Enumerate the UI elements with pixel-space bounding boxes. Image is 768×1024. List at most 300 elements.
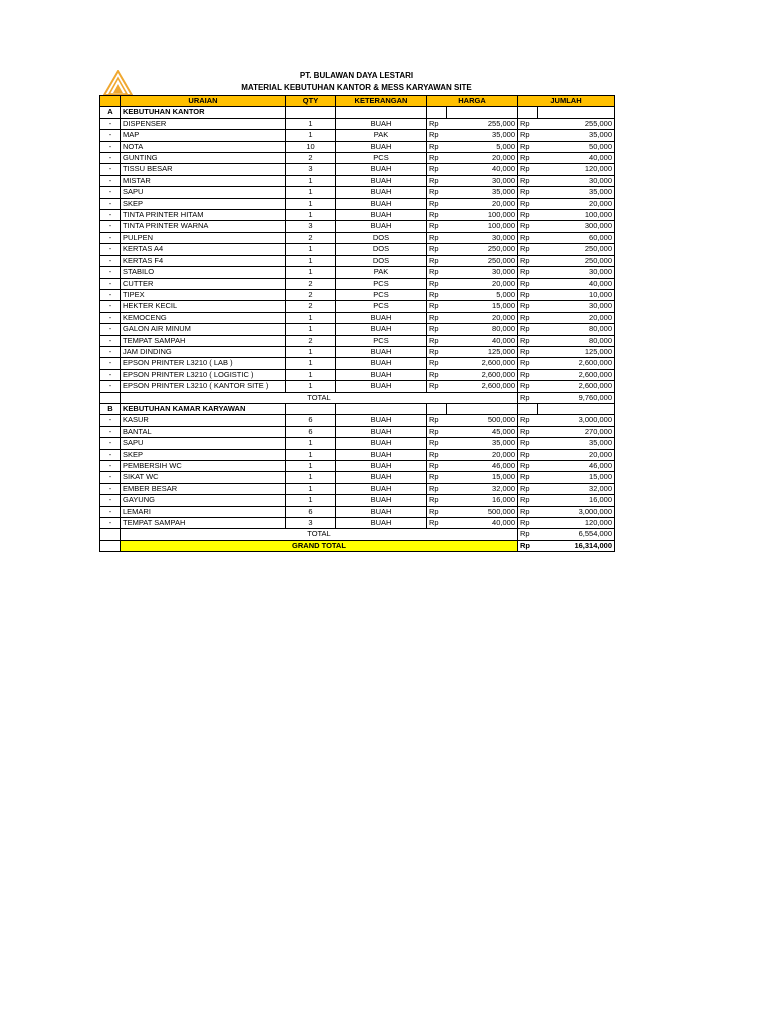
section-header-row	[100, 107, 615, 118]
section-total-value: 9,760,000	[538, 392, 615, 403]
item-total: 35,000	[538, 130, 615, 141]
item-name: SAPU	[121, 438, 286, 449]
row-marker: -	[100, 175, 121, 186]
item-name: TINTA PRINTER WARNA	[121, 221, 286, 232]
item-qty: 1	[286, 438, 336, 449]
table-row	[100, 141, 615, 152]
table-row	[100, 175, 615, 186]
item-name: LEMARI	[121, 506, 286, 517]
header-keterangan: KETERANGAN	[336, 96, 427, 107]
total-currency: Rp	[518, 392, 538, 403]
item-qty: 1	[286, 130, 336, 141]
row-marker: -	[100, 495, 121, 506]
item-unit: DOS	[336, 244, 427, 255]
item-qty: 2	[286, 232, 336, 243]
item-total: 40,000	[538, 278, 615, 289]
table-row	[100, 506, 615, 517]
row-marker: -	[100, 278, 121, 289]
item-unit: DOS	[336, 255, 427, 266]
item-unit: BUAH	[336, 210, 427, 221]
item-name: EPSON PRINTER L3210 ( LOGISTIC )	[121, 369, 286, 380]
row-marker: -	[100, 369, 121, 380]
item-total: 20,000	[538, 312, 615, 323]
item-price: 2,600,000	[447, 369, 518, 380]
total-currency: Rp	[518, 278, 538, 289]
item-name: PULPEN	[121, 232, 286, 243]
item-qty: 2	[286, 278, 336, 289]
row-marker: -	[100, 244, 121, 255]
total-currency: Rp	[518, 175, 538, 186]
total-currency: Rp	[518, 187, 538, 198]
item-qty: 2	[286, 301, 336, 312]
item-price: 5,000	[447, 141, 518, 152]
section-title: KEBUTUHAN KAMAR KARYAWAN	[121, 403, 286, 414]
total-currency: Rp	[518, 369, 538, 380]
item-total: 35,000	[538, 438, 615, 449]
row-marker: -	[100, 164, 121, 175]
empty-cell	[518, 403, 538, 414]
item-unit: BUAH	[336, 472, 427, 483]
item-qty: 10	[286, 141, 336, 152]
price-currency: Rp	[427, 232, 447, 243]
item-unit: BUAH	[336, 187, 427, 198]
item-unit: BUAH	[336, 369, 427, 380]
table-row	[100, 232, 615, 243]
total-currency: Rp	[518, 438, 538, 449]
empty-cell	[427, 107, 447, 118]
section-total-row	[100, 529, 615, 540]
total-currency: Rp	[518, 232, 538, 243]
empty-cell	[447, 107, 518, 118]
row-marker: -	[100, 153, 121, 164]
price-currency: Rp	[427, 358, 447, 369]
total-currency: Rp	[518, 210, 538, 221]
item-qty: 1	[286, 472, 336, 483]
item-unit: BUAH	[336, 438, 427, 449]
item-total: 10,000	[538, 289, 615, 300]
item-price: 35,000	[447, 130, 518, 141]
row-marker: -	[100, 449, 121, 460]
item-qty: 1	[286, 175, 336, 186]
price-currency: Rp	[427, 426, 447, 437]
total-currency: Rp	[518, 506, 538, 517]
item-total: 35,000	[538, 187, 615, 198]
table-row	[100, 495, 615, 506]
price-currency: Rp	[427, 255, 447, 266]
item-name: MISTAR	[121, 175, 286, 186]
total-currency: Rp	[518, 130, 538, 141]
total-currency: Rp	[518, 346, 538, 357]
item-name: SKEP	[121, 198, 286, 209]
price-currency: Rp	[427, 210, 447, 221]
row-marker: -	[100, 187, 121, 198]
item-name: EMBER BESAR	[121, 483, 286, 494]
price-currency: Rp	[427, 244, 447, 255]
item-total: 2,600,000	[538, 358, 615, 369]
item-unit: BUAH	[336, 518, 427, 529]
total-currency: Rp	[518, 540, 538, 551]
item-total: 20,000	[538, 449, 615, 460]
empty-cell	[336, 403, 427, 414]
item-name: BANTAL	[121, 426, 286, 437]
item-total: 125,000	[538, 346, 615, 357]
item-unit: PAK	[336, 267, 427, 278]
item-total: 2,600,000	[538, 369, 615, 380]
section-header-row	[100, 403, 615, 414]
item-qty: 1	[286, 255, 336, 266]
empty-cell	[336, 107, 427, 118]
item-total: 60,000	[538, 232, 615, 243]
section-total-label: TOTAL	[121, 392, 518, 403]
item-name: TIPEX	[121, 289, 286, 300]
item-unit: PAK	[336, 130, 427, 141]
item-unit: BUAH	[336, 495, 427, 506]
row-marker: -	[100, 232, 121, 243]
item-price: 40,000	[447, 164, 518, 175]
item-unit: BUAH	[336, 381, 427, 392]
price-currency: Rp	[427, 483, 447, 494]
table-row	[100, 187, 615, 198]
item-name: CUTTER	[121, 278, 286, 289]
price-currency: Rp	[427, 346, 447, 357]
empty-cell	[518, 107, 538, 118]
item-total: 80,000	[538, 324, 615, 335]
item-name: TEMPAT SAMPAH	[121, 518, 286, 529]
item-name: MAP	[121, 130, 286, 141]
item-total: 16,000	[538, 495, 615, 506]
row-marker: -	[100, 472, 121, 483]
item-name: TEMPAT SAMPAH	[121, 335, 286, 346]
item-price: 35,000	[447, 438, 518, 449]
item-unit: BUAH	[336, 118, 427, 129]
empty-cell	[100, 392, 121, 403]
table-row	[100, 289, 615, 300]
item-qty: 1	[286, 324, 336, 335]
table-row	[100, 426, 615, 437]
price-currency: Rp	[427, 153, 447, 164]
item-qty: 6	[286, 415, 336, 426]
total-currency: Rp	[518, 415, 538, 426]
item-qty: 1	[286, 369, 336, 380]
total-currency: Rp	[518, 495, 538, 506]
row-marker: -	[100, 301, 121, 312]
section-total-row	[100, 392, 615, 403]
price-currency: Rp	[427, 312, 447, 323]
item-total: 255,000	[538, 118, 615, 129]
header-no	[100, 96, 121, 107]
item-qty: 3	[286, 518, 336, 529]
total-currency: Rp	[518, 358, 538, 369]
table-row	[100, 118, 615, 129]
document-title: MATERIAL KEBUTUHAN KANTOR & MESS KARYAWAN SITE	[241, 83, 472, 92]
item-price: 15,000	[447, 472, 518, 483]
table-row	[100, 130, 615, 141]
item-unit: BUAH	[336, 198, 427, 209]
item-price: 250,000	[447, 244, 518, 255]
row-marker: -	[100, 358, 121, 369]
item-unit: BUAH	[336, 461, 427, 472]
item-name: KEMOCENG	[121, 312, 286, 323]
table-row	[100, 324, 615, 335]
item-unit: BUAH	[336, 221, 427, 232]
item-qty: 1	[286, 358, 336, 369]
item-price: 20,000	[447, 312, 518, 323]
item-price: 125,000	[447, 346, 518, 357]
item-name: TINTA PRINTER HITAM	[121, 210, 286, 221]
item-price: 32,000	[447, 483, 518, 494]
item-price: 40,000	[447, 335, 518, 346]
table-row	[100, 472, 615, 483]
item-qty: 3	[286, 221, 336, 232]
item-qty: 2	[286, 153, 336, 164]
item-unit: BUAH	[336, 426, 427, 437]
total-currency: Rp	[518, 381, 538, 392]
material-table	[99, 95, 615, 552]
company-name: PT. BULAWAN DAYA LESTARI	[299, 71, 414, 80]
item-total: 120,000	[538, 518, 615, 529]
grand-total-label: GRAND TOTAL	[121, 540, 518, 551]
item-price: 100,000	[447, 221, 518, 232]
empty-cell	[100, 540, 121, 551]
price-currency: Rp	[427, 324, 447, 335]
item-qty: 2	[286, 289, 336, 300]
item-total: 300,000	[538, 221, 615, 232]
row-marker: -	[100, 335, 121, 346]
table-row	[100, 164, 615, 175]
item-qty: 3	[286, 164, 336, 175]
price-currency: Rp	[427, 141, 447, 152]
item-price: 20,000	[447, 198, 518, 209]
item-name: GUNTING	[121, 153, 286, 164]
total-currency: Rp	[518, 472, 538, 483]
item-name: EPSON PRINTER L3210 ( LAB )	[121, 358, 286, 369]
item-name: GALON AIR MINUM	[121, 324, 286, 335]
item-total: 250,000	[538, 244, 615, 255]
item-name: PEMBERSIH WC	[121, 461, 286, 472]
price-currency: Rp	[427, 198, 447, 209]
item-qty: 1	[286, 346, 336, 357]
row-marker: -	[100, 346, 121, 357]
item-total: 80,000	[538, 335, 615, 346]
table-row	[100, 369, 615, 380]
item-qty: 1	[286, 244, 336, 255]
item-unit: PCS	[336, 153, 427, 164]
total-currency: Rp	[518, 449, 538, 460]
total-currency: Rp	[518, 141, 538, 152]
item-unit: PCS	[336, 335, 427, 346]
row-marker: -	[100, 130, 121, 141]
header-row	[100, 96, 615, 107]
row-marker: -	[100, 324, 121, 335]
table-row	[100, 449, 615, 460]
item-price: 15,000	[447, 301, 518, 312]
table-row	[100, 312, 615, 323]
item-price: 255,000	[447, 118, 518, 129]
table-row	[100, 483, 615, 494]
price-currency: Rp	[427, 221, 447, 232]
item-unit: PCS	[336, 278, 427, 289]
item-name: GAYUNG	[121, 495, 286, 506]
row-marker: -	[100, 312, 121, 323]
row-marker: -	[100, 141, 121, 152]
item-name: TISSU BESAR	[121, 164, 286, 175]
price-currency: Rp	[427, 267, 447, 278]
item-unit: BUAH	[336, 346, 427, 357]
empty-cell	[538, 107, 615, 118]
item-name: SAPU	[121, 187, 286, 198]
item-qty: 1	[286, 210, 336, 221]
section-total-label: TOTAL	[121, 529, 518, 540]
table-row	[100, 346, 615, 357]
section-code: B	[100, 403, 121, 414]
table-row	[100, 198, 615, 209]
section-total-value: 6,554,000	[538, 529, 615, 540]
price-currency: Rp	[427, 130, 447, 141]
item-total: 15,000	[538, 472, 615, 483]
row-marker: -	[100, 518, 121, 529]
total-currency: Rp	[518, 118, 538, 129]
item-unit: BUAH	[336, 358, 427, 369]
item-unit: BUAH	[336, 483, 427, 494]
total-currency: Rp	[518, 529, 538, 540]
row-marker: -	[100, 289, 121, 300]
item-total: 30,000	[538, 175, 615, 186]
row-marker: -	[100, 118, 121, 129]
item-price: 2,600,000	[447, 381, 518, 392]
item-qty: 6	[286, 426, 336, 437]
total-currency: Rp	[518, 324, 538, 335]
row-marker: -	[100, 438, 121, 449]
item-unit: PCS	[336, 289, 427, 300]
price-currency: Rp	[427, 381, 447, 392]
item-name: EPSON PRINTER L3210 ( KANTOR SITE )	[121, 381, 286, 392]
item-unit: BUAH	[336, 449, 427, 460]
item-name: KASUR	[121, 415, 286, 426]
price-currency: Rp	[427, 495, 447, 506]
total-currency: Rp	[518, 312, 538, 323]
item-total: 20,000	[538, 198, 615, 209]
item-qty: 1	[286, 483, 336, 494]
total-currency: Rp	[518, 483, 538, 494]
table-row	[100, 267, 615, 278]
item-qty: 1	[286, 495, 336, 506]
total-currency: Rp	[518, 255, 538, 266]
price-currency: Rp	[427, 438, 447, 449]
item-price: 46,000	[447, 461, 518, 472]
table-row	[100, 415, 615, 426]
item-price: 35,000	[447, 187, 518, 198]
item-unit: BUAH	[336, 141, 427, 152]
item-total: 3,000,000	[538, 506, 615, 517]
item-unit: BUAH	[336, 324, 427, 335]
item-qty: 1	[286, 461, 336, 472]
empty-cell	[427, 403, 447, 414]
total-currency: Rp	[518, 426, 538, 437]
item-price: 500,000	[447, 415, 518, 426]
empty-cell	[100, 529, 121, 540]
price-currency: Rp	[427, 289, 447, 300]
item-name: KERTAS F4	[121, 255, 286, 266]
header-harga: HARGA	[427, 96, 518, 107]
price-currency: Rp	[427, 175, 447, 186]
section-code: A	[100, 107, 121, 118]
item-name: HEKTER KECIL	[121, 301, 286, 312]
row-marker: -	[100, 506, 121, 517]
item-name: KERTAS A4	[121, 244, 286, 255]
item-price: 20,000	[447, 153, 518, 164]
item-qty: 1	[286, 381, 336, 392]
item-qty: 6	[286, 506, 336, 517]
price-currency: Rp	[427, 518, 447, 529]
row-marker: -	[100, 381, 121, 392]
row-marker: -	[100, 255, 121, 266]
item-total: 30,000	[538, 301, 615, 312]
header-qty: QTY	[286, 96, 336, 107]
item-price: 20,000	[447, 449, 518, 460]
item-qty: 2	[286, 335, 336, 346]
price-currency: Rp	[427, 449, 447, 460]
table-row	[100, 255, 615, 266]
table-row	[100, 438, 615, 449]
item-qty: 1	[286, 198, 336, 209]
table-row	[100, 153, 615, 164]
price-currency: Rp	[427, 335, 447, 346]
total-currency: Rp	[518, 289, 538, 300]
item-qty: 1	[286, 449, 336, 460]
item-total: 30,000	[538, 267, 615, 278]
item-qty: 1	[286, 118, 336, 129]
row-marker: -	[100, 198, 121, 209]
item-name: SIKAT WC	[121, 472, 286, 483]
total-currency: Rp	[518, 301, 538, 312]
item-unit: PCS	[336, 301, 427, 312]
item-qty: 1	[286, 267, 336, 278]
row-marker: -	[100, 483, 121, 494]
section-title: KEBUTUHAN KANTOR	[121, 107, 286, 118]
item-name: JAM DINDING	[121, 346, 286, 357]
grand-total-value: 16,314,000	[538, 540, 615, 551]
empty-cell	[538, 403, 615, 414]
item-total: 250,000	[538, 255, 615, 266]
empty-cell	[286, 403, 336, 414]
price-currency: Rp	[427, 461, 447, 472]
price-currency: Rp	[427, 506, 447, 517]
item-total: 40,000	[538, 153, 615, 164]
item-price: 45,000	[447, 426, 518, 437]
item-price: 30,000	[447, 175, 518, 186]
item-price: 80,000	[447, 324, 518, 335]
price-currency: Rp	[427, 278, 447, 289]
item-total: 3,000,000	[538, 415, 615, 426]
item-unit: BUAH	[336, 312, 427, 323]
item-unit: DOS	[336, 232, 427, 243]
header-jumlah: JUMLAH	[518, 96, 615, 107]
item-price: 5,000	[447, 289, 518, 300]
total-currency: Rp	[518, 518, 538, 529]
item-total: 120,000	[538, 164, 615, 175]
grand-total-row	[100, 540, 615, 551]
item-price: 2,600,000	[447, 358, 518, 369]
item-price: 100,000	[447, 210, 518, 221]
table-row	[100, 358, 615, 369]
table-row	[100, 381, 615, 392]
table-row	[100, 335, 615, 346]
item-total: 46,000	[538, 461, 615, 472]
item-price: 250,000	[447, 255, 518, 266]
item-price: 30,000	[447, 267, 518, 278]
item-name: NOTA	[121, 141, 286, 152]
table-row	[100, 244, 615, 255]
